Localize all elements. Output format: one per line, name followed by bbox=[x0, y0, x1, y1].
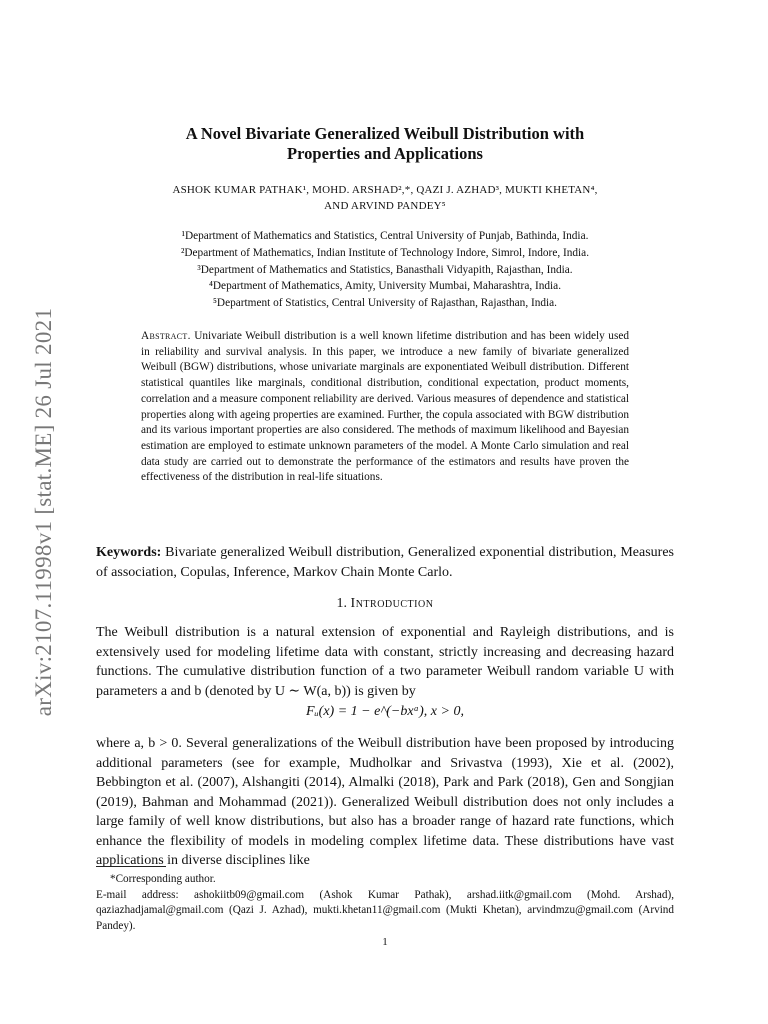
authors-line-1: ASHOK KUMAR PATHAK¹, MOHD. ARSHAD²,*, QAZI J. AZHAD³, MUKTI KHETAN⁴, bbox=[172, 184, 598, 196]
keywords-text: Bivariate generalized Weibull distribution, Generalized exponential distribution, Measures of association, Copulas, Inference, Markov Chain Monte Carlo. bbox=[96, 545, 675, 580]
abstract-heading: Abstract. bbox=[141, 330, 191, 342]
corresponding-author-note: *Corresponding author. bbox=[110, 873, 216, 885]
affiliations bbox=[96, 228, 674, 312]
author-list bbox=[96, 182, 674, 214]
affiliation-3: ³Department of Mathematics and Statistics, Banasthali Vidyapith, Rajasthan, India. bbox=[197, 263, 573, 276]
section-number: 1. bbox=[336, 596, 348, 611]
weibull-cdf-equation: Fᵤ(x) = 1 − e^(−bxᵃ), x > 0, bbox=[306, 704, 464, 719]
section-heading bbox=[96, 596, 674, 612]
arxiv-identifier-stamp bbox=[0, 0, 70, 1024]
authors-line-2: AND ARVIND PANDEY⁵ bbox=[324, 200, 446, 212]
intro-paragraph-1: The Weibull distribution is a natural extension of exponential and Rayleigh distributions, and is extensively used for modeling lifetime data with constant, strictly increasing and decreasing hazard functions. The cumulative distribution function of a two parameter Weibull random variable U with parameters a and b (denoted by U ∼ W(a, b)) is given by bbox=[96, 625, 674, 699]
abstract-text: Univariate Weibull distribution is a well known lifetime distribution and has been widely used in reliability and survival analysis. In this paper, we introduce a new family of bivariate generalized Weibull (BGW) distributions, whose univariate marginals are exponentiated Weibull distribution. Different statistical quantiles like marginals, conditional distribution, conditional expectation, product moments, correlation and a measure component reliability are derived. Various measures of dependence and statistical properties along with ageing properties are examined. Further, the copula associated with BGW distribution and its various important properties are also considered. The methods of maximum likelihood and Bayesian estimation are employed to estimate unknown parameters of the model. A Monte Carlo simulation and real data study are carried out to demonstrate the performance of the estimators and results have proven the effectiveness of the distribution in real-life situations. bbox=[141, 330, 630, 484]
arxiv-id-text: arXiv:2107.11998v1 [stat.ME] 26 Jul 2021 bbox=[31, 307, 56, 717]
affiliation-5: ⁵Department of Statistics, Central University of Rajasthan, Rajasthan, India. bbox=[212, 297, 558, 310]
intro-paragraph-2: where a, b > 0. Several generalizations of the Weibull distribution have been proposed by introducing additional parameters (see for example, Mudholkar and Srivastva (1993), Xie et al. (2002), Bebbington et al. (2007), Alshangiti (2014), Almalki (2018), Park and Park (2018), Gen and Songjian (2019), Bahman and Mohammad (2021)). Generalized Weibull distribution does not only includes a large family of well know distributions, but also has a broader range of hazard rate functions, which enhance the flexibility of models in modeling complex lifetime data. These distributions have vast applications in diverse disciplines like bbox=[96, 736, 674, 868]
section-title: Introduction bbox=[350, 596, 434, 611]
paper-title bbox=[96, 124, 674, 164]
email-addresses: E-mail address: ashokiitb09@gmail.com (Ashok Kumar Pathak), arshad.iitk@gmail.com (Mohd. Arshad), qaziazhadjamal@gmail.com (Qazi J. Azhad), mukti.khetan11@gmail.com (Mukti Khetan), arvindmzu@gmail.com (Arvind Pandey). bbox=[96, 888, 674, 932]
title-line-2: Properties and Applications bbox=[287, 144, 483, 163]
footnote-divider bbox=[96, 866, 166, 867]
page-number: 1 bbox=[382, 936, 388, 948]
affiliation-2: ²Department of Mathematics, Indian Institute of Technology Indore, Simrol, Indore, India. bbox=[180, 246, 590, 259]
keywords bbox=[96, 543, 674, 582]
title-line-1: A Novel Bivariate Generalized Weibull Distribution with bbox=[185, 124, 585, 143]
footnotes bbox=[96, 872, 674, 934]
keywords-label: Keywords: bbox=[96, 545, 162, 560]
abstract bbox=[141, 329, 629, 486]
affiliation-1: ¹Department of Mathematics and Statistics, Central University of Punjab, Bathinda, India. bbox=[181, 230, 589, 242]
affiliation-4: ⁴Department of Mathematics, Amity, University Mumbai, Maharashtra, India. bbox=[208, 280, 562, 293]
